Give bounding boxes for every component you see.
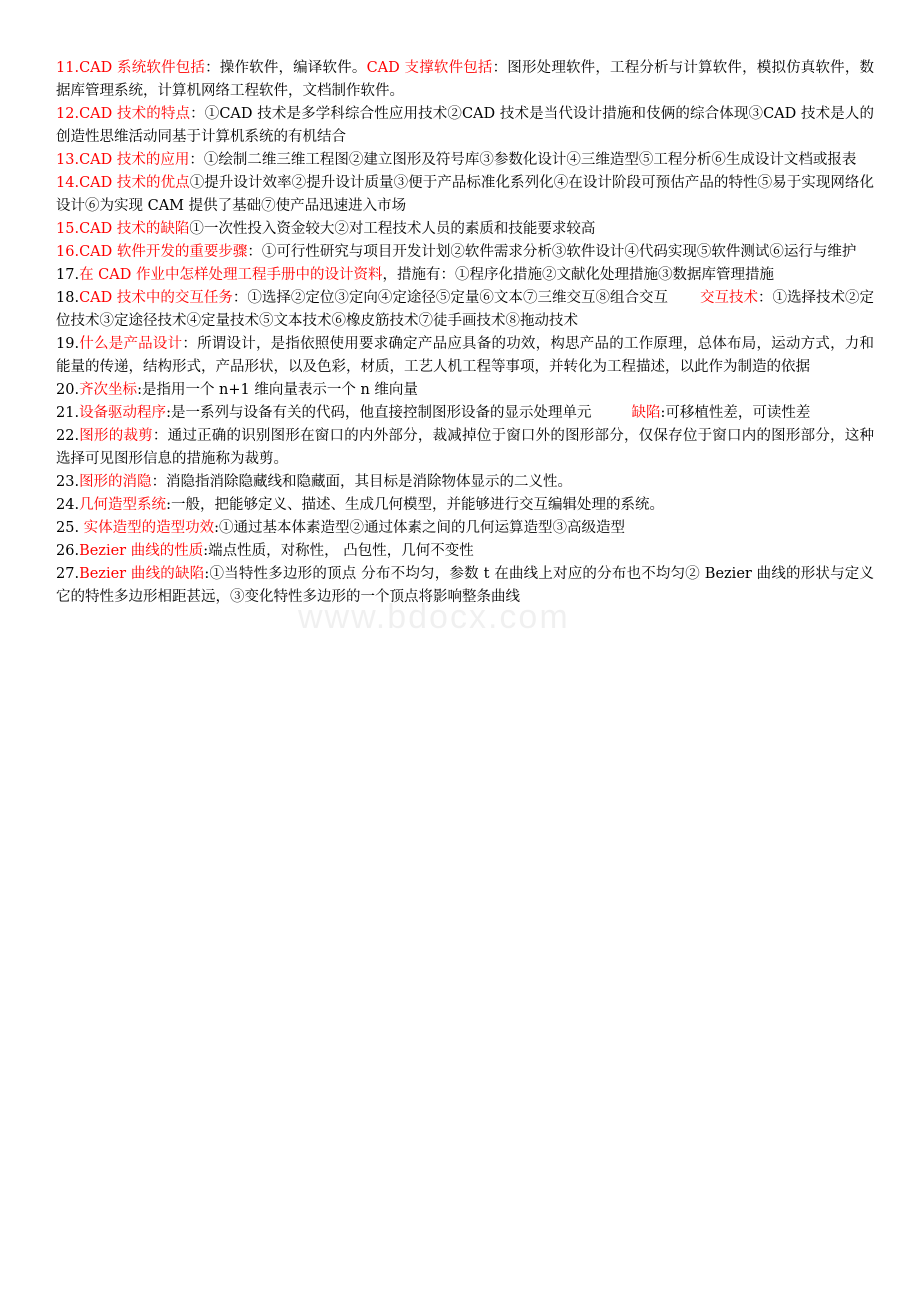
item-term: CAD 软件开发的重要步骤 bbox=[79, 244, 248, 260]
item-term: 图形的消隐 bbox=[79, 474, 152, 490]
item-text: :是指用一个 n+1 维向量表示一个 n 维向量 bbox=[137, 382, 418, 398]
item-number: 13. bbox=[56, 152, 80, 168]
item-term: CAD 技术中的交互任务 bbox=[79, 290, 233, 306]
item-text: ：①选择②定位③定向④定途径⑤定量⑥文本⑦三维交互⑧组合交互 bbox=[232, 290, 668, 306]
list-item bbox=[56, 57, 874, 103]
item-term: 在 CAD 作业中怎样处理工程手册中的设计资料 bbox=[79, 267, 383, 283]
item-number: 14. bbox=[56, 175, 80, 191]
list-item bbox=[56, 540, 874, 563]
item-number: 19. bbox=[56, 336, 80, 352]
item-term: 实体造型的造型功效 bbox=[83, 520, 215, 536]
item-text: ：操作软件，编译软件。 bbox=[205, 60, 367, 76]
item-number: 22. bbox=[56, 428, 80, 444]
list-item bbox=[56, 264, 874, 287]
item-text: ①提升设计效率②提升设计质量③便于产品标准化系列化④在设计阶段可预估产品的特性⑤易于实现网络化设计⑥为实现 CAM 提供了基础⑦使产品迅速进入市场 bbox=[56, 175, 874, 214]
list-item bbox=[56, 494, 874, 517]
list-item bbox=[56, 103, 874, 149]
item-number: 26. bbox=[56, 543, 80, 559]
list-item bbox=[56, 218, 874, 241]
item-term: 什么是产品设计 bbox=[79, 336, 183, 352]
item-text: ：所谓设计，是指依照使用要求确定产品应具备的功效，构思产品的工作原理，总体布局，运动方式，力和能量的传递，结构形式，产品形状，以及色彩，材质，工艺人机工程等事项，并转化为工程描述，以此作为制造的依据 bbox=[56, 336, 875, 375]
item-text: :是一系列与设备有关的代码，他直接控制图形设备的显示处理单元 bbox=[166, 405, 592, 421]
list-item bbox=[56, 333, 874, 379]
item-number: 23. bbox=[56, 474, 80, 490]
item-term: 齐次坐标 bbox=[79, 382, 138, 398]
item-number: 27. bbox=[56, 566, 80, 582]
list-item bbox=[56, 471, 874, 494]
item-number: 18. bbox=[56, 290, 80, 306]
item-number: 12. bbox=[56, 106, 80, 122]
item-text: :一般，把能够定义、描述、生成几何模型，并能够进行交互编辑处理的系统。 bbox=[166, 497, 664, 513]
item-text: ：①可行性研究与项目开发计划②软件需求分析③软件设计④代码实现⑤软件测试⑥运行与维护 bbox=[247, 244, 857, 260]
item-text: ：①绘制二维三维工程图②建立图形及符号库③参数化设计④三维造型⑤工程分析⑥生成设计文档或报表 bbox=[189, 152, 857, 168]
item-term-2: 缺陷 bbox=[631, 405, 661, 421]
item-text: ：通过正确的识别图形在窗口的内外部分，裁减掉位于窗口外的图形部分，仅保存位于窗口内的图形部分，这种选择可见图形信息的措施称为裁剪。 bbox=[56, 428, 874, 467]
watermark: www.bdocx.com bbox=[298, 598, 570, 636]
list-item bbox=[56, 563, 874, 609]
document-body bbox=[56, 57, 874, 609]
item-term-2: CAD 支撑软件包括 bbox=[366, 60, 493, 76]
item-text: ：①CAD 技术是多学科综合性应用技术②CAD 技术是当代设计措施和伎俩的综合体现③CAD 技术是人的创造性思维活动同基于计算机系统的有机结合 bbox=[56, 106, 874, 145]
list-item bbox=[56, 402, 874, 425]
item-term: CAD 系统软件包括 bbox=[79, 60, 206, 76]
item-text: :①通过基本体素造型②通过体素之间的几何运算造型③高级造型 bbox=[214, 520, 626, 536]
list-item bbox=[56, 287, 874, 333]
item-term: Bezier 曲线的缺陷 bbox=[79, 566, 205, 582]
item-number: 15. bbox=[56, 221, 80, 237]
item-text: :端点性质，对称性， 凸包性，几何不变性 bbox=[203, 543, 474, 559]
list-item bbox=[56, 517, 874, 540]
item-term-2: 交互技术 bbox=[699, 290, 758, 306]
item-text: ①一次性投入资金较大②对工程技术人员的素质和技能要求较高 bbox=[189, 221, 596, 237]
item-number: 21. bbox=[56, 405, 80, 421]
list-item bbox=[56, 241, 874, 264]
item-term: 几何造型系统 bbox=[79, 497, 167, 513]
item-number: 25. bbox=[56, 520, 84, 536]
item-term: 图形的裁剪 bbox=[79, 428, 153, 444]
item-term: CAD 技术的优点 bbox=[79, 175, 190, 191]
list-item bbox=[56, 149, 874, 172]
item-number: 20. bbox=[56, 382, 80, 398]
list-item bbox=[56, 379, 874, 402]
item-text: ：消隐指消除隐藏线和隐藏面，其目标是消除物体显示的二义性。 bbox=[151, 474, 573, 490]
item-term: CAD 技术的特点 bbox=[79, 106, 191, 122]
item-text: ，措施有：①程序化措施②文献化处理措施③数据库管理措施 bbox=[382, 267, 774, 283]
item-number: 24. bbox=[56, 497, 80, 513]
list-item bbox=[56, 425, 874, 471]
item-text: :①当特性多边形的顶点 分布不均匀，参数 t 在曲线上对应的分布也不均匀② Bezier 曲线的形状与定义它的特性多边形相距甚远，③变化特性多边形的一个顶点将影响整条曲线 bbox=[56, 566, 875, 605]
item-text-2: ：图形处理软件，工程分析与计算软件，模拟仿真软件，数据库管理系统，计算机网络工程软件，文档制作软件。 bbox=[56, 60, 875, 99]
item-term: Bezier 曲线的性质 bbox=[79, 543, 204, 559]
item-term: CAD 技术的缺陷 bbox=[79, 221, 190, 237]
list-item bbox=[56, 172, 874, 218]
item-number: 11. bbox=[56, 60, 80, 76]
item-number: 17. bbox=[56, 267, 80, 283]
item-term: 设备驱动程序 bbox=[79, 405, 167, 421]
item-number: 16. bbox=[56, 244, 80, 260]
item-text-2: :可移植性差，可读性差 bbox=[660, 405, 811, 421]
item-term: CAD 技术的应用 bbox=[79, 152, 190, 168]
item-text-2: ：①选择技术②定位技术③定途径技术④定量技术⑤文本技术⑥橡皮筋技术⑦徒手画技术⑧拖动技术 bbox=[56, 290, 875, 329]
